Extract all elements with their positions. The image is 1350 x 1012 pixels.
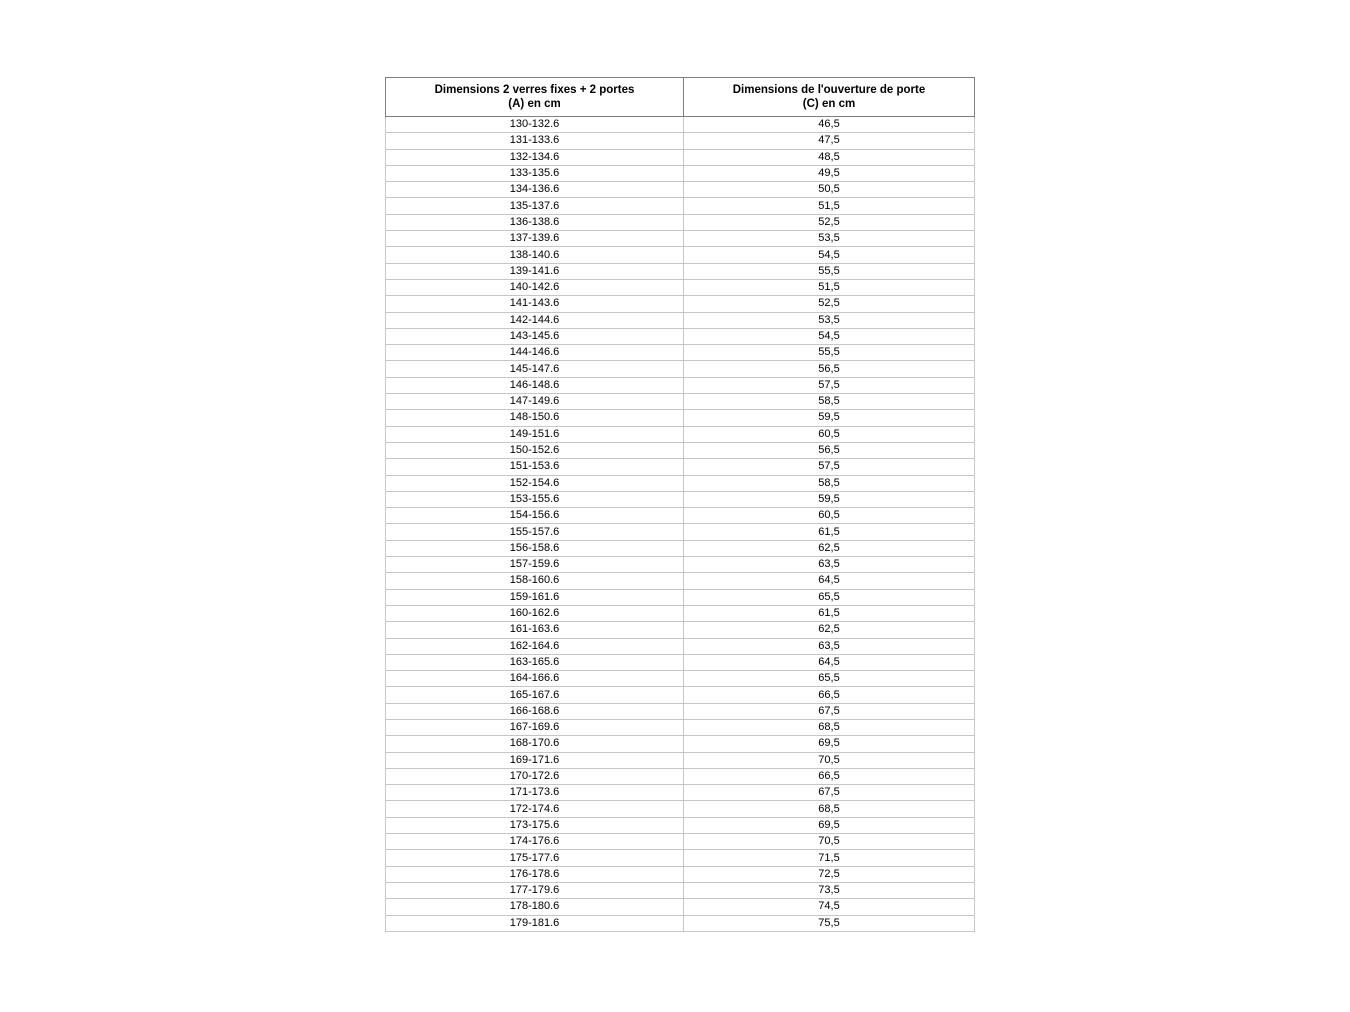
table-row (386, 377, 975, 393)
opening-c-cell: 68,5 (684, 801, 975, 817)
opening-c-cell: 51,5 (684, 198, 975, 214)
table-row (386, 899, 975, 915)
opening-c-cell: 66,5 (684, 768, 975, 784)
table-row (386, 426, 975, 442)
dimension-a-cell: 169-171.6 (386, 752, 684, 768)
table-row (386, 117, 975, 133)
table-row (386, 915, 975, 931)
table-row (386, 133, 975, 149)
opening-c-cell: 48,5 (684, 149, 975, 165)
dimension-a-cell: 130-132.6 (386, 117, 684, 133)
dimension-a-cell: 178-180.6 (386, 899, 684, 915)
opening-c-cell: 59,5 (684, 491, 975, 507)
column-header-opening-c-line2: (C) en cm (802, 98, 856, 110)
table-row (386, 834, 975, 850)
table-row (386, 589, 975, 605)
table-row (386, 263, 975, 279)
table-row (386, 850, 975, 866)
dimension-a-cell: 154-156.6 (386, 508, 684, 524)
opening-c-cell: 54,5 (684, 328, 975, 344)
column-header-dimensions-a-line1: Dimensions 2 verres fixes + 2 portes (434, 84, 635, 96)
dimension-a-cell: 136-138.6 (386, 214, 684, 230)
table-row (386, 312, 975, 328)
table-body (386, 117, 975, 932)
opening-c-cell: 74,5 (684, 899, 975, 915)
table-row (386, 719, 975, 735)
table-row (386, 801, 975, 817)
table-row (386, 638, 975, 654)
dimension-a-cell: 173-175.6 (386, 817, 684, 833)
dimension-a-cell: 179-181.6 (386, 915, 684, 931)
table-row (386, 508, 975, 524)
dimension-a-cell: 132-134.6 (386, 149, 684, 165)
table-row (386, 279, 975, 295)
dimension-a-cell: 143-145.6 (386, 328, 684, 344)
dimension-a-cell: 166-168.6 (386, 703, 684, 719)
table-row (386, 231, 975, 247)
dimension-a-cell: 141-143.6 (386, 296, 684, 312)
opening-c-cell: 73,5 (684, 882, 975, 898)
opening-c-cell: 52,5 (684, 296, 975, 312)
table-row (386, 198, 975, 214)
dimension-a-cell: 131-133.6 (386, 133, 684, 149)
opening-c-cell: 55,5 (684, 345, 975, 361)
table-row (386, 736, 975, 752)
dimension-a-cell: 172-174.6 (386, 801, 684, 817)
opening-c-cell: 59,5 (684, 410, 975, 426)
column-header-dimensions-a (386, 78, 684, 117)
dimension-a-cell: 157-159.6 (386, 557, 684, 573)
column-header-dimensions-a-line2: (A) en cm (508, 98, 561, 110)
opening-c-cell: 69,5 (684, 736, 975, 752)
dimension-a-cell: 153-155.6 (386, 491, 684, 507)
dimension-a-cell: 160-162.6 (386, 605, 684, 621)
dimension-a-cell: 148-150.6 (386, 410, 684, 426)
opening-c-cell: 61,5 (684, 605, 975, 621)
opening-c-cell: 71,5 (684, 850, 975, 866)
table-row (386, 752, 975, 768)
table-row (386, 345, 975, 361)
dimension-a-cell: 163-165.6 (386, 654, 684, 670)
table-row (386, 394, 975, 410)
dimension-a-cell: 161-163.6 (386, 622, 684, 638)
table-row (386, 328, 975, 344)
table-row (386, 214, 975, 230)
opening-c-cell: 67,5 (684, 703, 975, 719)
table-row (386, 654, 975, 670)
dimension-a-cell: 151-153.6 (386, 459, 684, 475)
table-row (386, 475, 975, 491)
opening-c-cell: 49,5 (684, 165, 975, 181)
opening-c-cell: 70,5 (684, 752, 975, 768)
opening-c-cell: 66,5 (684, 687, 975, 703)
opening-c-cell: 63,5 (684, 557, 975, 573)
dimension-a-cell: 162-164.6 (386, 638, 684, 654)
table-row (386, 182, 975, 198)
table-row (386, 410, 975, 426)
table-row (386, 524, 975, 540)
dimension-a-cell: 152-154.6 (386, 475, 684, 491)
table-row (386, 687, 975, 703)
dimension-a-cell: 175-177.6 (386, 850, 684, 866)
table-row (386, 491, 975, 507)
opening-c-cell: 56,5 (684, 442, 975, 458)
table-row (386, 247, 975, 263)
table-row (386, 149, 975, 165)
opening-c-cell: 62,5 (684, 622, 975, 638)
table-row (386, 605, 975, 621)
dimension-a-cell: 147-149.6 (386, 394, 684, 410)
opening-c-cell: 60,5 (684, 426, 975, 442)
table-header-row (386, 78, 975, 117)
table-row (386, 671, 975, 687)
dimension-a-cell: 149-151.6 (386, 426, 684, 442)
table-row (386, 573, 975, 589)
dimension-a-cell: 138-140.6 (386, 247, 684, 263)
opening-c-cell: 57,5 (684, 377, 975, 393)
opening-c-cell: 69,5 (684, 817, 975, 833)
opening-c-cell: 65,5 (684, 589, 975, 605)
dimension-a-cell: 177-179.6 (386, 882, 684, 898)
table-row (386, 296, 975, 312)
dimension-a-cell: 134-136.6 (386, 182, 684, 198)
opening-c-cell: 53,5 (684, 231, 975, 247)
dimension-a-cell: 139-141.6 (386, 263, 684, 279)
column-header-opening-c (684, 78, 975, 117)
opening-c-cell: 65,5 (684, 671, 975, 687)
opening-c-cell: 55,5 (684, 263, 975, 279)
table-row (386, 622, 975, 638)
opening-c-cell: 46,5 (684, 117, 975, 133)
opening-c-cell: 64,5 (684, 654, 975, 670)
dimension-a-cell: 156-158.6 (386, 540, 684, 556)
opening-c-cell: 50,5 (684, 182, 975, 198)
opening-c-cell: 47,5 (684, 133, 975, 149)
dimension-a-cell: 145-147.6 (386, 361, 684, 377)
dimension-a-cell: 164-166.6 (386, 671, 684, 687)
opening-c-cell: 61,5 (684, 524, 975, 540)
dimension-a-cell: 142-144.6 (386, 312, 684, 328)
dimension-a-cell: 158-160.6 (386, 573, 684, 589)
table-row (386, 866, 975, 882)
opening-c-cell: 63,5 (684, 638, 975, 654)
table-row (386, 882, 975, 898)
dimension-a-cell: 140-142.6 (386, 279, 684, 295)
table-row (386, 442, 975, 458)
opening-c-cell: 52,5 (684, 214, 975, 230)
opening-c-cell: 58,5 (684, 394, 975, 410)
opening-c-cell: 56,5 (684, 361, 975, 377)
dimension-a-cell: 150-152.6 (386, 442, 684, 458)
opening-c-cell: 62,5 (684, 540, 975, 556)
opening-c-cell: 60,5 (684, 508, 975, 524)
table-row (386, 785, 975, 801)
opening-c-cell: 75,5 (684, 915, 975, 931)
dimension-a-cell: 155-157.6 (386, 524, 684, 540)
dimension-a-cell: 133-135.6 (386, 165, 684, 181)
opening-c-cell: 57,5 (684, 459, 975, 475)
table-row (386, 557, 975, 573)
opening-c-cell: 54,5 (684, 247, 975, 263)
table-row (386, 165, 975, 181)
opening-c-cell: 53,5 (684, 312, 975, 328)
dimension-a-cell: 146-148.6 (386, 377, 684, 393)
opening-c-cell: 67,5 (684, 785, 975, 801)
opening-c-cell: 58,5 (684, 475, 975, 491)
table-row (386, 768, 975, 784)
table-row (386, 361, 975, 377)
dimension-a-cell: 176-178.6 (386, 866, 684, 882)
dimension-a-cell: 159-161.6 (386, 589, 684, 605)
column-header-opening-c-line1: Dimensions de l'ouverture de porte (732, 84, 926, 96)
table-row (386, 540, 975, 556)
dimension-a-cell: 174-176.6 (386, 834, 684, 850)
dimension-a-cell: 167-169.6 (386, 719, 684, 735)
dimension-a-cell: 168-170.6 (386, 736, 684, 752)
opening-c-cell: 70,5 (684, 834, 975, 850)
dimension-a-cell: 137-139.6 (386, 231, 684, 247)
opening-c-cell: 64,5 (684, 573, 975, 589)
dimensions-table (385, 77, 975, 932)
opening-c-cell: 51,5 (684, 279, 975, 295)
opening-c-cell: 68,5 (684, 719, 975, 735)
dimension-a-cell: 135-137.6 (386, 198, 684, 214)
dimension-a-cell: 171-173.6 (386, 785, 684, 801)
table-row (386, 817, 975, 833)
table-row (386, 703, 975, 719)
dimension-a-cell: 144-146.6 (386, 345, 684, 361)
opening-c-cell: 72,5 (684, 866, 975, 882)
dimension-a-cell: 170-172.6 (386, 768, 684, 784)
dimension-a-cell: 165-167.6 (386, 687, 684, 703)
table-row (386, 459, 975, 475)
